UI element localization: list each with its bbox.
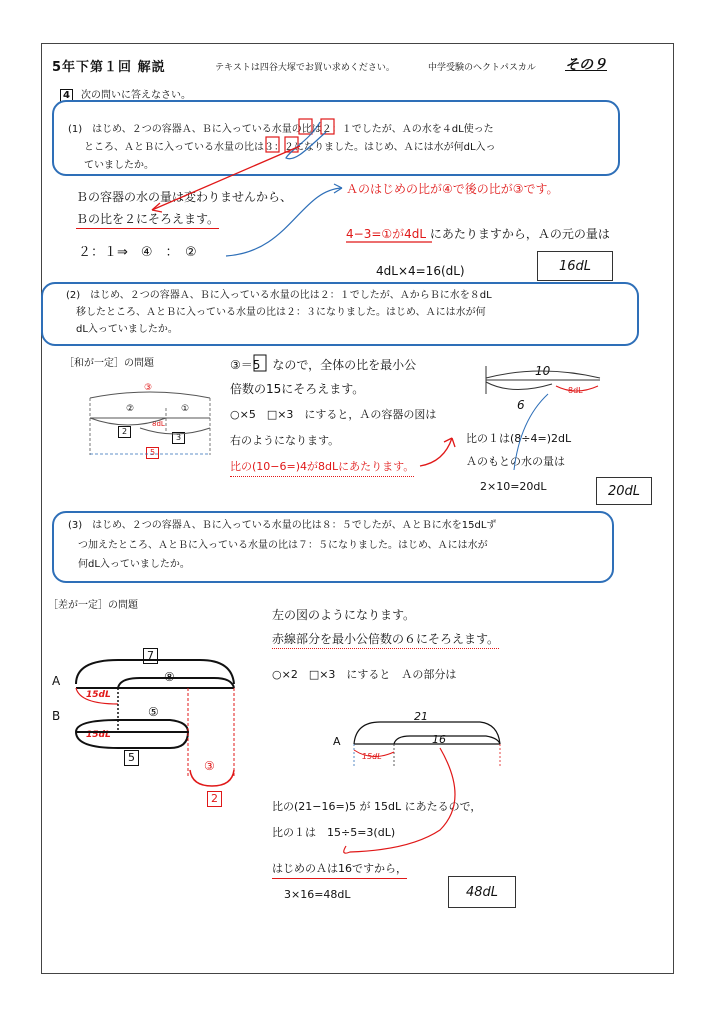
q2-line3: dL入っていましたか。 [76, 324, 178, 335]
q1-hl-2 [299, 119, 312, 134]
q3-line3: 何dL入っていましたか。 [78, 559, 190, 570]
q2-left-top-label: ③ [144, 383, 153, 393]
q3-right-red-brace [354, 750, 394, 757]
q1-explanation-3: ２：１⇒ ④ ： ② [78, 245, 197, 260]
q3-right-label-a: A [333, 735, 341, 748]
q3-explanation-5: 比の１は 15÷5=3(dL) [272, 826, 396, 839]
q2-right-part: 6 [517, 398, 525, 412]
q3-label-b: B [52, 709, 61, 723]
q3-box-seven: 7 [143, 648, 158, 664]
q2-left-brace-b [140, 428, 210, 434]
q2-explanation-4: 右のようになります。 [230, 434, 340, 447]
q2-right-top-brace [486, 371, 600, 378]
q1-calc-1-rest: にあたりますから，Ａの元の量は [429, 227, 610, 241]
q1-answer: 16dL [558, 258, 592, 274]
q2-line1: (2) はじめ、２つの容器Ａ、Ｂに入っている水量の比は２：１でしたが、ＡからＢに水を８dL [66, 290, 492, 301]
q3-five-brace [76, 720, 188, 732]
header-part: その９ [565, 57, 607, 73]
q1-explanation-1: Ｂの容器の水の量は変わりませんから、 [76, 190, 293, 204]
q3-explanation-3: ○×2 □×3 にすると Ａの部分は [272, 668, 457, 681]
q3-answer: 48dL [465, 884, 499, 900]
q2-left-box-c: 5 [146, 447, 159, 459]
q2-left-mid-a: ② [126, 404, 135, 414]
q1-line1: (1) はじめ、２つの容器Ａ、Ｂに入っている水量の比は２：１でしたが、Ａの水を４dL使った [68, 124, 494, 135]
q2-right-brace [486, 382, 552, 390]
header-site: 中学受験のヘクトパスカル [428, 63, 536, 73]
q1-red-arrow [152, 146, 300, 210]
question-prompt: 次の問いに答えなさい。 [80, 90, 191, 101]
q1-line2: ところ、ＡとＢに入っている水量の比は３：２になりました。はじめ、Ａには水が何dL入っ [84, 142, 496, 153]
q2-box-five [254, 355, 266, 371]
q3-red-brace-a [76, 688, 118, 704]
q2-left-red: 8dL [152, 420, 165, 428]
q3-explanation-6: はじめのＡは16ですから， [272, 860, 407, 879]
q2-explanation-5: 比の(10−6=)4が8dLにあたります。 [230, 458, 414, 477]
q3-red-circle-three: ③ [204, 759, 215, 773]
q3-circle-eight: ⑧ [164, 670, 175, 684]
q1-hl-1 [321, 119, 334, 134]
q3-right-total: 21 [414, 710, 428, 723]
q2-line2: 移したところ、ＡとＢに入っている水量の比は２：３になりました。はじめ、Ａには水が何 [76, 307, 486, 318]
q3-right-top-brace [354, 722, 500, 744]
q1-line3: ていましたか。 [84, 160, 154, 171]
q3-bottom-brace [76, 732, 188, 748]
q3-right-inner-brace [394, 736, 500, 744]
q2-explanation-2: 倍数の15にそろえます。 [230, 382, 365, 396]
q3-circle-five: ⑤ [148, 705, 159, 719]
q1-red-note: Ａのはじめの比が④で後の比が③です。 [346, 182, 559, 196]
q3-eight-brace [118, 678, 234, 688]
q2-blue-arrow [514, 394, 548, 470]
header-note: テキストは四谷大塚でお買い求めください。 [215, 63, 395, 73]
page-title: 5年下第１回 解説 [52, 60, 166, 75]
q2-left-mid-b: ① [181, 404, 190, 414]
q3-label-a: A [52, 674, 61, 688]
q2-explanation-3: ○×5 □×3 にすると，Ａの容器の図は [230, 408, 437, 421]
q3-section-title: ［差が一定］の問題 [48, 600, 138, 611]
q3-red-curve [344, 748, 455, 853]
q1-calc-2: 4dL×4=16(dL) [376, 264, 465, 278]
q2-answer: 20dL [607, 483, 641, 499]
q1-blue-arrow [226, 188, 342, 256]
q3-explanation-7: 3×16=48dL [284, 888, 351, 901]
q2-section-title: ［和が一定］の問題 [64, 358, 154, 369]
q2-left-box-a: 2 [118, 426, 131, 438]
q2-left-top-brace [90, 392, 210, 398]
q2-right-total: 10 [535, 364, 551, 378]
q3-line1: (3) はじめ、２つの容器Ａ、Ｂに入っている水量の比は８：５でしたが、ＡとＢに水を15dLず [68, 520, 497, 531]
q1-explanation-2: Ｂの比を２にそろえます。 [76, 210, 219, 229]
q2-explanation-7: Ａのもとの水の量は [466, 455, 565, 468]
q3-explanation-4: 比の(21−16=)5 が 15dL にあたるので， [272, 800, 482, 813]
q3-red-brace-three [190, 770, 234, 786]
q2-red-arrow [420, 438, 452, 466]
q2-explanation-8: 2×10=20dL [480, 480, 547, 493]
q1-blue-loop [286, 122, 326, 159]
q3-red-box-two: 2 [207, 791, 222, 807]
q2-explanation-6: 比の１は(8÷4=)2dL [466, 432, 572, 445]
q3-red-15-b: 15dL [86, 730, 111, 740]
q2-right-red: 8dL [568, 386, 583, 395]
q2-left-brace-a [90, 418, 166, 425]
q3-line2: つ加えたところ、ＡとＢに入っている水量の比は７：５になりました。はじめ、Ａには水が [78, 540, 488, 551]
q3-explanation-2: 赤線部分を最小公倍数の６にそろえます。 [272, 630, 499, 649]
q1-calc-1-red: 4−3=①が4dL [346, 227, 427, 241]
q3-right-part: 16 [432, 733, 446, 746]
q2-explanation-1: ③＝5 なので，全体の比を最小公 [230, 358, 417, 372]
q3-top-brace [76, 660, 234, 684]
q2-right-red-brace [556, 386, 598, 391]
q3-explanation-1: 左の図のようになります。 [272, 608, 416, 622]
q2-left-box-b: 3 [172, 432, 185, 444]
q3-red-15-a: 15dL [86, 690, 111, 700]
question-number: 4 [60, 89, 73, 102]
q3-right-red: 15dL [362, 752, 382, 761]
q1-hl-3 [266, 137, 279, 152]
q3-box-five: 5 [124, 750, 139, 766]
